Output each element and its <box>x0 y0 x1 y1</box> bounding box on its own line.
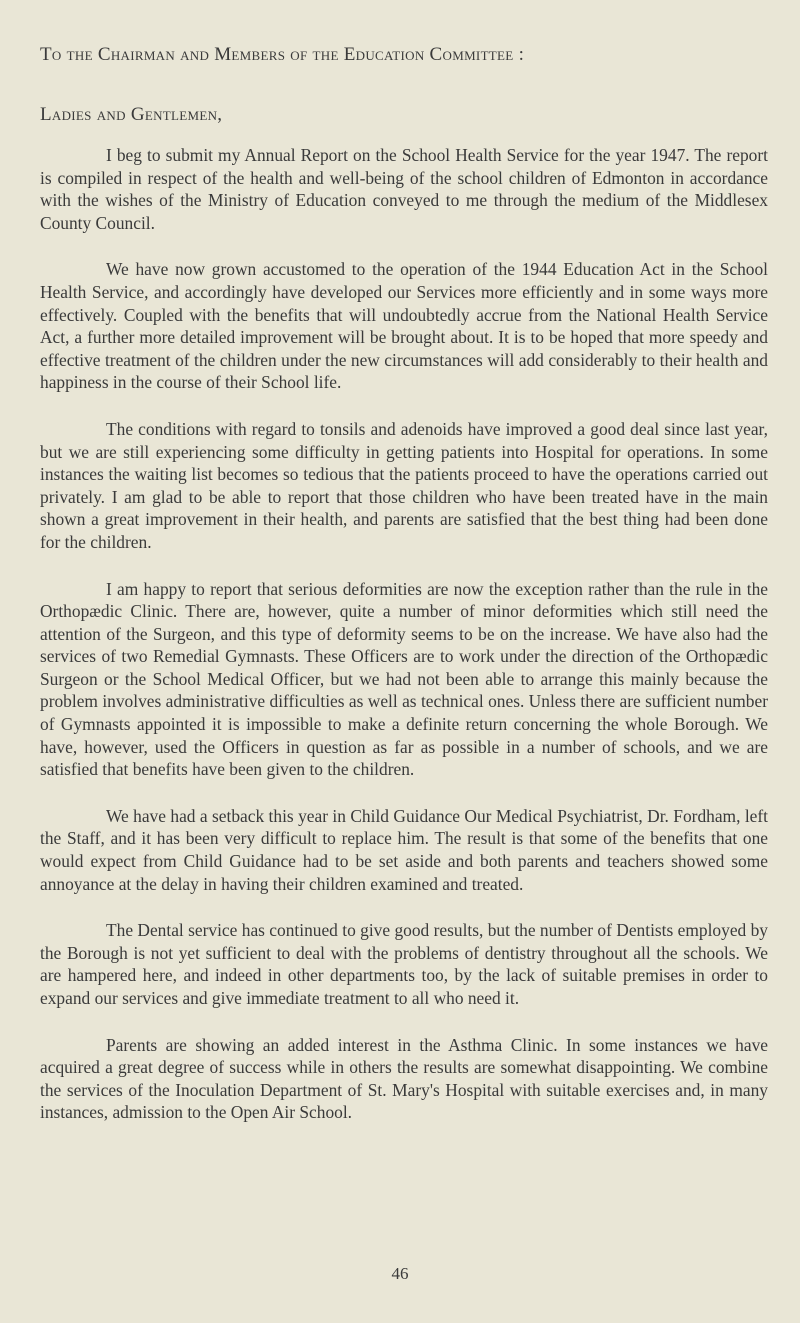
paragraph-dental-service: The Dental service has continued to give good results, but the number of Dentists employed by the Borough is not yet sufficient to deal with the problems of dentistry throughout all the schools. We are hampered here, and indeed in other departments too, by the lack of suitable premises in order to expand our services and give immediate treatment to all who need it. <box>40 920 768 1008</box>
report-body <box>40 144 768 1148</box>
paragraph-tonsils-adenoids: The conditions with regard to tonsils and adenoids have improved a good deal since last year, but we are still experiencing some difficulty in getting patients into Hospital for operations. In some instances the waiting list becomes so tedious that the patients proceed to have the operations carried out privately. I am glad to be able to report that those children who have been treated have in the main shown a great improvement in their health, and parents are satisfied that the best thing had been done for the children. <box>40 418 768 552</box>
address-heading: To the Chairman and Members of the Education Committee : <box>40 44 525 65</box>
paragraph-asthma-clinic: Parents are showing an added interest in the Asthma Clinic. In some instances we have acquired a great degree of success while in others the results are somewhat disappointing. We combine the services of the Inoculation Department of St. Mary's Hospital with suitable exercises and, in many instances, admission to the Open Air School. <box>40 1034 768 1123</box>
page-number: 46 <box>391 1264 409 1283</box>
paragraph-orthopaedic-clinic: I am happy to report that serious deformities are now the exception rather than the rule in the Orthopædic Clinic. There are, however, quite a number of minor deformities which still need the attention of the Surgeon, and this type of deformity seems to be on the increase. We have also had the services of two Remedial Gymnasts. These Officers are to work under the direction of the Orthopædic Surgeon or the School Medical Officer, but we had not been able to arrange this mainly because the problem involves administrative difficulties as well as technical ones. Unless there are sufficient number of Gymnasts appointed it is impossible to make a definite return concerning the whole Borough. We have, however, used the Officers in question as far as possible in a number of schools, and we are satisfied that benefits have been given to the children. <box>40 578 768 780</box>
salutation: Ladies and Gentlemen, <box>40 104 223 125</box>
paragraph-child-guidance: We have had a setback this year in Child Guidance Our Medical Psychiatrist, Dr. Fordham, left the Staff, and it has been very difficult to replace him. The result is that some of the benefits that one would expect from Child Guidance had to be set aside and both parents and teachers showed some annoyance at the delay in having their children examined and treated. <box>40 805 768 894</box>
paragraph-introduction: I beg to submit my Annual Report on the School Health Service for the year 1947. The report is compiled in respect of the health and well-being of the school children of Edmonton in accordance with the wishes of the Ministry of Education conveyed to me through the medium of the Middlesex County Council. <box>40 145 768 233</box>
paragraph-education-act: We have now grown accustomed to the operation of the 1944 Education Act in the School Health Service, and accordingly have developed our Services more efficiently and in some ways more effectively. Coupled with the benefits that will undoubtedly accrue from the National Health Service Act, a further more detailed improvement will be brought about. It is to be hoped that more speedy and effective treatment of the children under the new circumstances will add considerably to their health and happiness in the course of their School life. <box>40 259 768 393</box>
